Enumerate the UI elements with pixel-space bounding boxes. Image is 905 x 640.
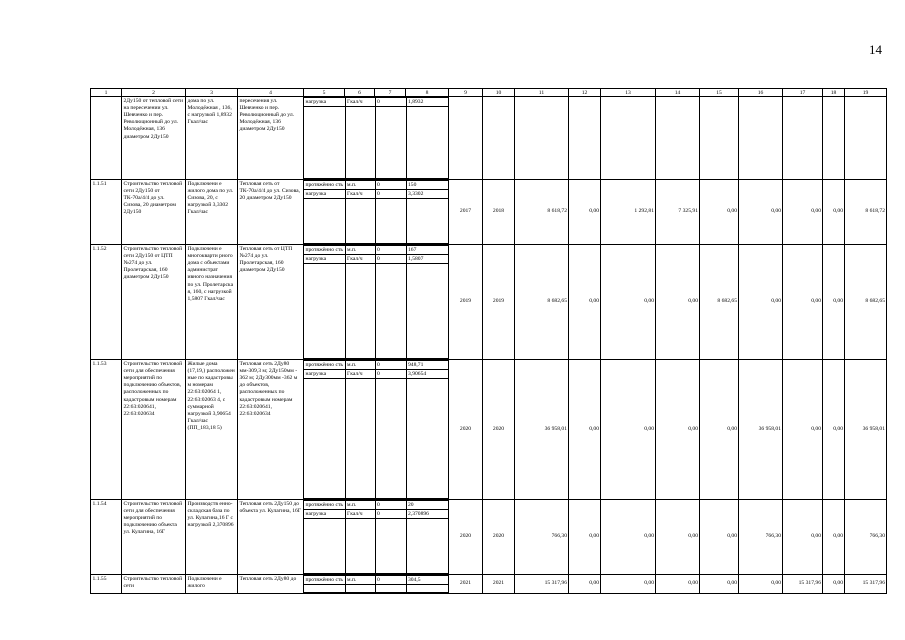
amount-13	[601, 97, 656, 180]
project-name: 2Ду150 от тепловой сети на пересечении ул. Шевченко и пер. Революционный до ул. Молодёжная, 136 диаметром 2Ду150	[122, 97, 186, 180]
start-year	[449, 97, 483, 180]
project-description: пересечения ул. Шевченко и пер. Революционный до ул. Молодёжная, 136 диаметром 2Ду150	[238, 97, 304, 180]
row-number: 1.1.51	[91, 180, 122, 245]
column-number: 18	[823, 89, 845, 97]
project-description: Тепловая сеть 2Ду80 до	[238, 575, 304, 594]
amount-14	[656, 97, 700, 180]
project-purpose: Подключени е жилого дома по ул. Сизова, 20, с нагрузкой 3,3302 Гкал/час	[186, 180, 238, 245]
amount-14: 0,00	[656, 575, 700, 594]
amount-14: 0,00	[656, 245, 700, 360]
amount-11: 8 618,72	[515, 180, 569, 245]
amount-17: 15 317,96	[783, 575, 823, 594]
column-number: 14	[656, 89, 700, 97]
end-year: 2020	[483, 500, 515, 575]
column-number: 11	[515, 89, 569, 97]
parameter-row	[304, 255, 449, 264]
parameter-row	[304, 361, 449, 370]
parameter-after: 2,370896	[406, 510, 449, 519]
amount-12: 0,00	[569, 575, 601, 594]
start-year: 2019	[449, 245, 483, 360]
technical-parameters	[304, 575, 449, 594]
amount-11: 36 958,01	[515, 360, 569, 500]
amount-19: 8 618,72	[845, 180, 887, 245]
column-number: 15	[700, 89, 739, 97]
parameter-before: 0	[375, 510, 406, 519]
parameter-before: 0	[375, 181, 406, 190]
parameter-unit: м.п.	[345, 181, 375, 190]
end-year: 2020	[483, 360, 515, 500]
parameter-after: 1,8932	[406, 98, 449, 107]
amount-13: 0,00	[601, 245, 656, 360]
row-number: 1.1.55	[91, 575, 122, 594]
parameter-after: 20	[406, 501, 449, 510]
amount-18: 0,00	[823, 360, 845, 500]
column-number: 13	[601, 89, 656, 97]
amount-12: 0,00	[569, 500, 601, 575]
parameter-before: 0	[375, 246, 406, 255]
parameter-name: нагрузка	[304, 510, 345, 519]
amount-18	[823, 97, 845, 180]
row-number: 1.1.52	[91, 245, 122, 360]
amount-15: 0,00	[700, 360, 739, 500]
parameter-row	[304, 501, 449, 510]
parameter-row	[304, 98, 449, 107]
amount-14: 7 325,91	[656, 180, 700, 245]
technical-parameters	[304, 180, 449, 245]
parameter-name: протяжённо сть	[304, 576, 345, 585]
column-number-row	[91, 89, 887, 97]
investment-table	[90, 88, 887, 594]
parameter-row	[304, 190, 449, 199]
amount-12: 0,00	[569, 245, 601, 360]
amount-17: 0,00	[783, 360, 823, 500]
amount-16: 766,30	[739, 500, 783, 575]
parameter-before: 0	[375, 255, 406, 264]
column-number: 16	[739, 89, 783, 97]
column-number: 8	[406, 89, 449, 97]
parameter-name: нагрузка	[304, 370, 345, 379]
amount-17: 0,00	[783, 180, 823, 245]
technical-parameters	[304, 97, 449, 180]
row-number: 1.1.54	[91, 500, 122, 575]
parameter-name: протяжённо сть	[304, 181, 345, 190]
table-row	[91, 245, 887, 360]
amount-17	[783, 97, 823, 180]
amount-11: 8 682,65	[515, 245, 569, 360]
project-description: Тепловая сеть от ТК-70а/4/4 до ул. Сизова, 20 диаметром 2Ду150	[238, 180, 304, 245]
parameter-unit: м.п.	[345, 576, 375, 585]
parameter-row	[304, 510, 449, 519]
parameter-unit: Гкал/ч	[345, 98, 375, 107]
project-purpose: дома по ул. Молодёжная , 136, с нагрузкой 1,8932 Гкал/час	[186, 97, 238, 180]
amount-14: 0,00	[656, 500, 700, 575]
column-number: 2	[122, 89, 186, 97]
amount-12: 0,00	[569, 360, 601, 500]
project-purpose: Подключени е многокварти рного дома с объектами администрат ивного назначения по ул. Пролетарска я, 160, с нагрузкой 1,5807 Гкал/час	[186, 245, 238, 360]
column-number: 9	[449, 89, 483, 97]
end-year: 2018	[483, 180, 515, 245]
column-number: 12	[569, 89, 601, 97]
parameter-after: 948,71	[406, 361, 449, 370]
project-name: Строительство тепловой сети 2Ду150 от ТК-70а/4/4 до ул. Сизова, 20 диаметром 2Ду150	[122, 180, 186, 245]
row-number: 1.1.53	[91, 360, 122, 500]
column-number: 7	[375, 89, 406, 97]
start-year: 2020	[449, 360, 483, 500]
project-description: Тепловая сеть 2Ду80 мм-309,3 м; 2Ду150мм - 362 м; 2Ду300мм -362 м до объектов, расположенных по кадастровым номерам 22:63:020641, 22:63:020634	[238, 360, 304, 500]
parameter-unit: Гкал/ч	[345, 190, 375, 199]
column-number: 4	[238, 89, 304, 97]
project-name: Строительство тепловой сети для обеспечения мероприятий по подключению объектов, расположенных по кадастровым номерам 22:63:020641, 22:63:020634	[122, 360, 186, 500]
parameter-row	[304, 576, 449, 585]
parameter-unit: Гкал/ч	[345, 255, 375, 264]
parameter-unit: м.п.	[345, 501, 375, 510]
amount-14: 0,00	[656, 360, 700, 500]
parameter-name: протяжённо сть	[304, 501, 345, 510]
amount-16: 0,00	[739, 180, 783, 245]
parameter-before: 0	[375, 501, 406, 510]
amount-11: 15 317,96	[515, 575, 569, 594]
technical-parameters	[304, 500, 449, 575]
technical-parameters	[304, 245, 449, 360]
page-number: 14	[869, 42, 882, 57]
project-purpose: Жилые дома (17,19,) расположен ные по кадастровы м номерам 22:63:02064 1, 22:63:02063 4, с суммарной нагрузкой 3,90654 Гкал/час (ПП_183,18 5)	[186, 360, 238, 500]
amount-18: 0,00	[823, 500, 845, 575]
amount-16: 36 958,01	[739, 360, 783, 500]
technical-parameters	[304, 360, 449, 500]
parameter-name: протяжённо сть	[304, 246, 345, 255]
parameter-row	[304, 370, 449, 379]
parameter-before: 0	[375, 98, 406, 107]
amount-18: 0,00	[823, 180, 845, 245]
project-name: Строительство тепловой сети 2Ду150 от ЦТП №274 до ул. Пролетарская, 160 диаметром 2Ду150	[122, 245, 186, 360]
table-row	[91, 97, 887, 180]
amount-12: 0,00	[569, 180, 601, 245]
table-row	[91, 500, 887, 575]
amount-17: 0,00	[783, 245, 823, 360]
row-number	[91, 97, 122, 180]
end-year: 2021	[483, 575, 515, 594]
end-year: 2019	[483, 245, 515, 360]
amount-19: 766,30	[845, 500, 887, 575]
amount-19: 8 682,65	[845, 245, 887, 360]
amount-12	[569, 97, 601, 180]
column-number: 3	[186, 89, 238, 97]
column-number: 5	[304, 89, 345, 97]
parameter-name: протяжённо сть	[304, 361, 345, 370]
column-number: 19	[845, 89, 887, 97]
parameter-after: 167	[406, 246, 449, 255]
parameter-after: 304,5	[406, 576, 449, 585]
parameter-before: 0	[375, 361, 406, 370]
start-year: 2017	[449, 180, 483, 245]
project-name: Строительство тепловой сети для обеспечения мероприятий по подключению объекта ул. Кулагина, 16Г	[122, 500, 186, 575]
amount-16: 0,00	[739, 575, 783, 594]
amount-18: 0,00	[823, 575, 845, 594]
amount-19: 15 317,96	[845, 575, 887, 594]
parameter-unit: Гкал/ч	[345, 510, 375, 519]
parameter-row	[304, 181, 449, 190]
project-description: Тепловая сеть 2Ду150 до объекта ул. Кулагина, 16Г	[238, 500, 304, 575]
project-name: Строительство тепловой сети	[122, 575, 186, 594]
parameter-after: 3,3302	[406, 190, 449, 199]
amount-16: 0,00	[739, 245, 783, 360]
parameter-before: 0	[375, 370, 406, 379]
amount-16	[739, 97, 783, 180]
column-number: 17	[783, 89, 823, 97]
column-number: 10	[483, 89, 515, 97]
parameter-row	[304, 246, 449, 255]
amount-13: 1 292,81	[601, 180, 656, 245]
parameter-after: 3,90654	[406, 370, 449, 379]
parameter-before: 0	[375, 190, 406, 199]
parameter-name: нагрузка	[304, 255, 345, 264]
amount-13: 0,00	[601, 575, 656, 594]
table-row	[91, 180, 887, 245]
project-purpose: Производств енно-складская база по ул. Кулагина,16 Г с нагрузкой 2,370896	[186, 500, 238, 575]
parameter-after: 1,5807	[406, 255, 449, 264]
parameter-name: нагрузка	[304, 190, 345, 199]
column-number: 6	[345, 89, 375, 97]
amount-13: 0,00	[601, 360, 656, 500]
amount-15: 0,00	[700, 500, 739, 575]
amount-18: 0,00	[823, 245, 845, 360]
start-year: 2021	[449, 575, 483, 594]
project-purpose: Подключени е жилого	[186, 575, 238, 594]
parameter-unit: м.п.	[345, 246, 375, 255]
parameter-unit: м.п.	[345, 361, 375, 370]
amount-13: 0,00	[601, 500, 656, 575]
project-description: Тепловая сеть от ЦТП №274 до ул. Пролетарская, 160 диаметром 2Ду150	[238, 245, 304, 360]
amount-19	[845, 97, 887, 180]
column-number: 1	[91, 89, 122, 97]
parameter-after: 150	[406, 181, 449, 190]
table-row	[91, 575, 887, 594]
start-year: 2020	[449, 500, 483, 575]
amount-19: 36 958,01	[845, 360, 887, 500]
amount-11: 766,30	[515, 500, 569, 575]
parameter-name: нагрузка	[304, 98, 345, 107]
parameter-before: 0	[375, 576, 406, 585]
amount-11	[515, 97, 569, 180]
parameter-unit: Гкал/ч	[345, 370, 375, 379]
amount-15: 0,00	[700, 575, 739, 594]
amount-15	[700, 97, 739, 180]
amount-15: 0,00	[700, 180, 739, 245]
amount-17: 0,00	[783, 500, 823, 575]
table-row	[91, 360, 887, 500]
end-year	[483, 97, 515, 180]
amount-15: 8 682,65	[700, 245, 739, 360]
